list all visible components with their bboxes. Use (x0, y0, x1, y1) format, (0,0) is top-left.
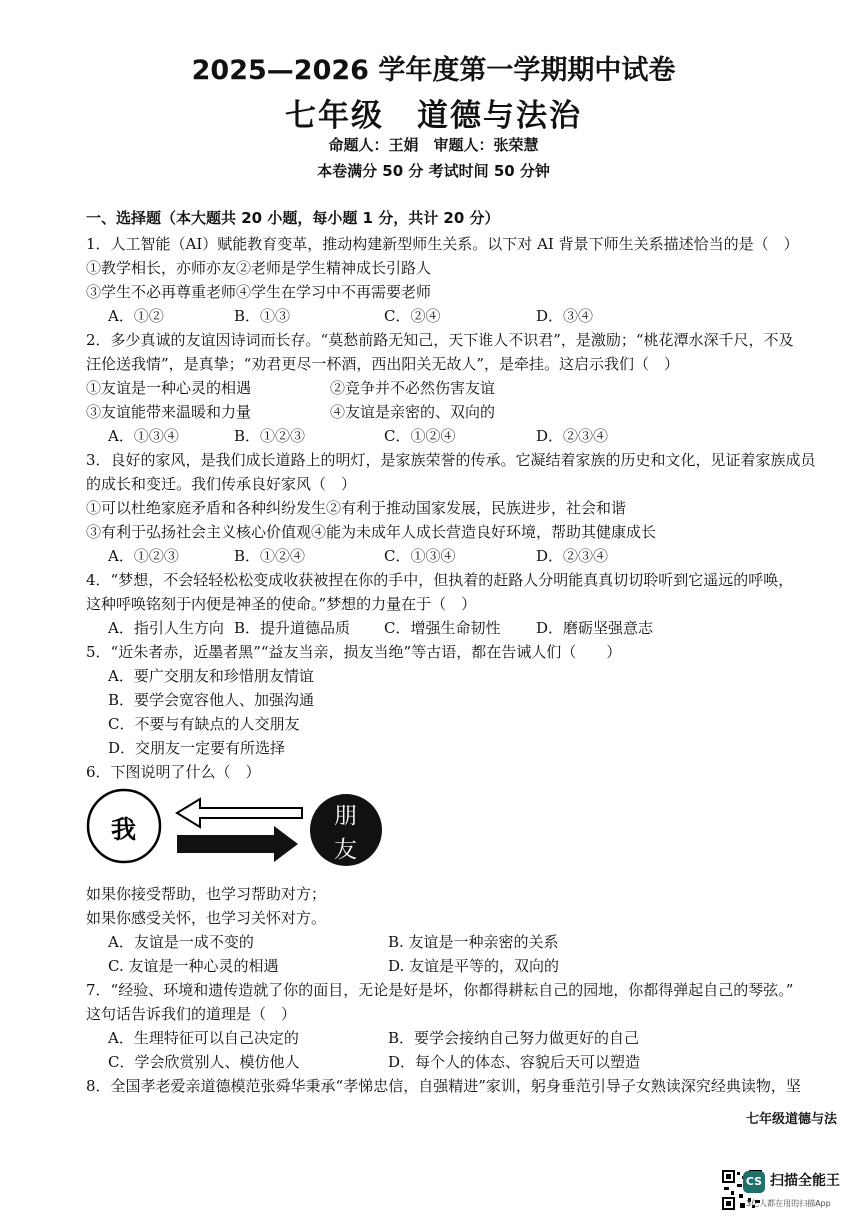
q2-statement: ①友谊是一种心灵的相遇 (86, 379, 252, 397)
q1-statement-line: ③学生不必再尊重老师④学生在学习中不再需要老师 (86, 283, 432, 301)
q3-stem: 3．良好的家风，是我们成长道路上的明灯，是家族荣誉的传承。它凝结着家族的历史和文化，见证着家族成员 (86, 451, 816, 469)
q3-option-d: D．②③④ (536, 547, 609, 565)
q5-stem: 5．“近朱者赤，近墨者黑”“益友当亲，损友当绝”等古语，都在告诫人们（ ） (86, 643, 622, 661)
q7-option-b: B．要学会接纳自己努力做更好的自己 (388, 1029, 640, 1047)
q6-caption: 如果你感受关怀，也学习关怀对方。 (86, 909, 327, 927)
q7-stem: 7．“经验、环境和遗传造就了你的面目，无论是好是坏，你都得耕耘自己的园地，你都得弹起自己的琴弦。” (86, 981, 794, 999)
q3-option-b: B．①②④ (234, 547, 306, 565)
friendship-diagram (84, 786, 384, 878)
q3-option-c: C．①③④ (384, 547, 456, 565)
page-footer-label: 七年级道德与法 (745, 1112, 837, 1127)
q6-option-b: B. 友谊是一种亲密的关系 (388, 933, 559, 951)
q2-option-a: A．①③④ (108, 427, 179, 445)
q2-statement: ②竞争并不必然伤害友谊 (330, 379, 496, 397)
exam-authors: 命题人：王娟 审题人：张荣慧 (328, 136, 539, 154)
exam-subtitle: 七年级 道德与法治 (285, 98, 582, 134)
q4-option-a: A．指引人生方向 (108, 619, 224, 637)
q1-statement-line: ①教学相长，亦师亦友②老师是学生精神成长引路人 (86, 259, 432, 277)
exam-title: 2025—2026 学年度第一学期期中试卷 (191, 55, 676, 86)
q6-option-a: A．友谊是一成不变的 (108, 933, 254, 951)
arrow-right-icon (177, 826, 298, 862)
q8-stem: 8．全国孝老爱亲道德模范张舜华秉承“孝悌忠信，自强精进”家训，躬身垂范引导子女熟读深究经典读物，坚 (86, 1077, 801, 1095)
q2-stem-cont: 汪伦送我情”，是真挚；“劝君更尽一杯酒，西出阳关无故人”，是牵挂。这启示我们（ ） (86, 355, 680, 373)
q5-option-d: D．交朋友一定要有所选择 (108, 739, 286, 757)
q6-option-c: C. 友谊是一种心灵的相遇 (108, 957, 279, 975)
q3-option-a: A．①②③ (108, 547, 179, 565)
q5-option-b: B．要学会宽容他人、加强沟通 (108, 691, 315, 709)
q3-statement-line: ③有利于弘扬社会主义核心价值观④能为未成年人成长营造良好环境，帮助其健康成长 (86, 523, 657, 541)
q2-stem: 2．多少真诚的友谊因诗词而长存。“莫愁前路无知己，天下谁人不识君”，是激励；“桃花潭水深千尺，不及 (86, 331, 794, 349)
q2-option-d: D．②③④ (536, 427, 609, 445)
scanner-app-tagline: 3亿人都在用的扫描App (746, 1199, 831, 1208)
q2-option-b: B．①②③ (234, 427, 306, 445)
q2-option-c: C．①②④ (384, 427, 456, 445)
q4-stem-cont: 这种呼唤铭刻于内便是神圣的使命。”梦想的力量在于（ ） (86, 595, 477, 613)
arrow-left-icon (177, 799, 302, 827)
q4-option-c: C．增强生命韧性 (384, 619, 501, 637)
q7-option-c: C．学会欣赏别人、模仿他人 (108, 1053, 300, 1071)
camscanner-logo-icon: CS (743, 1171, 765, 1193)
q6-caption: 如果你接受帮助，也学习帮助对方； (86, 885, 327, 903)
q1-stem: 1．人工智能（AI）赋能教育变革，推动构建新型师生关系。以下对 AI 背景下师生关系描述恰当的是（ ） (86, 235, 799, 253)
q4-stem: 4．“梦想，不会轻轻松松变成收获被捏在你的手中，但执着的赶路人分明能真真切切聆听到它遥远的呼唤， (86, 571, 794, 589)
exam-info: 本卷满分 50 分 考试时间 50 分钟 (317, 162, 550, 180)
friend-label-bottom: 友 (334, 837, 357, 863)
q4-option-d: D．磨砺坚强意志 (536, 619, 654, 637)
q6-option-d: D. 友谊是平等的，双向的 (388, 957, 560, 975)
scanner-app-name: 扫描全能王 (770, 1173, 840, 1189)
q6-stem: 6．下图说明了什么（ ） (86, 763, 261, 781)
q3-stem-cont: 的成长和变迁。我们传承良好家风（ ） (86, 475, 357, 493)
q1-option-a: A．①② (108, 307, 164, 325)
q3-statement-line: ①可以杜绝家庭矛盾和各种纠纷发生②有利于推动国家发展，民族进步，社会和谐 (86, 499, 627, 517)
q7-option-a: A．生理特征可以自己决定的 (108, 1029, 299, 1047)
q1-option-b: B．①③ (234, 307, 291, 325)
q7-option-d: D．每个人的体态、容貌后天可以塑造 (388, 1053, 641, 1071)
q1-option-d: D．③④ (536, 307, 594, 325)
friend-label-top: 朋 (334, 803, 357, 829)
q4-option-b: B．提升道德品质 (234, 619, 351, 637)
section-heading: 一、选择题（本大题共 20 小题，每小题 1 分，共计 20 分） (86, 209, 500, 227)
q5-option-a: A．要广交朋友和珍惜朋友情谊 (108, 667, 314, 685)
q1-option-c: C．②④ (384, 307, 441, 325)
q2-statement: ③友谊能带来温暖和力量 (86, 403, 252, 421)
q7-stem-cont: 这句话告诉我们的道理是（ ） (86, 1005, 297, 1023)
q2-statement: ④友谊是亲密的、双向的 (330, 403, 496, 421)
q5-option-c: C．不要与有缺点的人交朋友 (108, 715, 300, 733)
self-label: 我 (111, 815, 137, 844)
